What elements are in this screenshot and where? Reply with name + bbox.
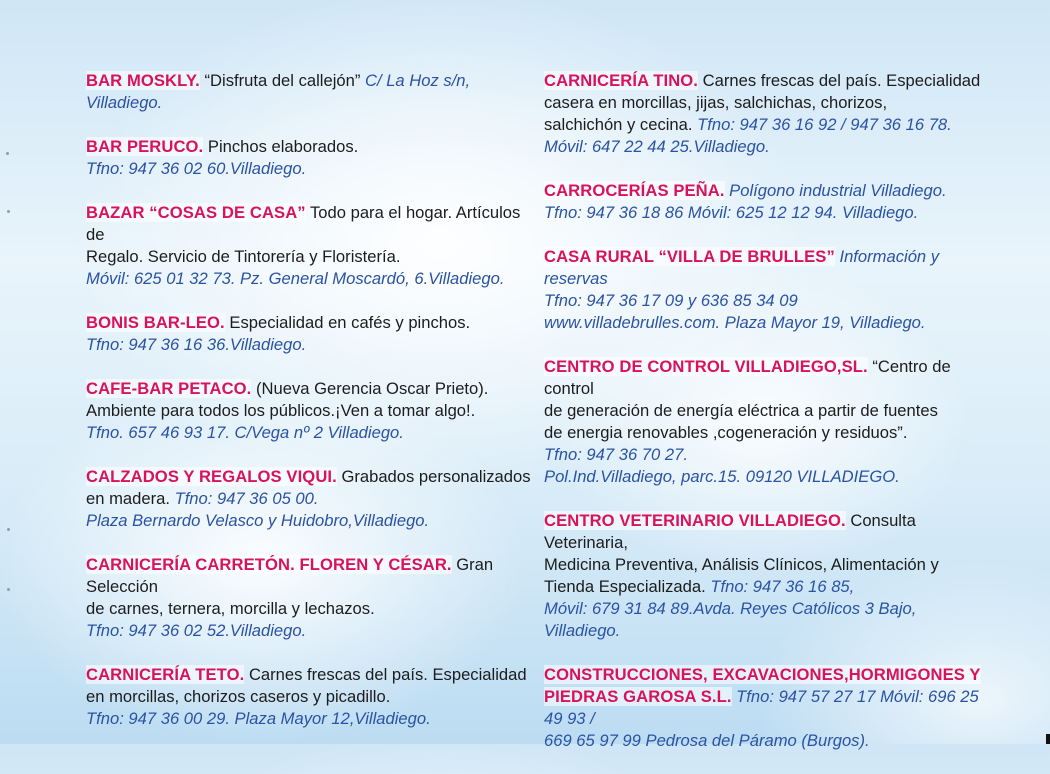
listing-line xyxy=(86,268,536,290)
business-name: BAR MOSKLY. xyxy=(86,71,200,90)
business-contact: Tfno: 947 36 70 27. xyxy=(544,445,688,464)
listing-line xyxy=(544,730,994,752)
listing-line xyxy=(86,158,536,180)
business-listing xyxy=(544,180,994,224)
listing-line xyxy=(86,92,536,114)
business-name: CARNICERÍA TINO. xyxy=(544,71,699,90)
listing-line xyxy=(86,510,536,532)
listing-line xyxy=(544,598,994,620)
business-name: CENTRO DE CONTROL VILLADIEGO,SL. xyxy=(544,357,868,376)
business-description: en madera. xyxy=(86,489,175,508)
scan-edge-mark xyxy=(1046,734,1050,744)
business-contact: Villadiego. xyxy=(544,621,621,640)
listing-line xyxy=(544,356,994,400)
listing-line xyxy=(86,70,536,92)
listing-line xyxy=(86,400,536,422)
listing-line xyxy=(544,466,994,488)
listing-line xyxy=(544,70,994,92)
business-description: de generación de energía eléctrica a partir de fuentes xyxy=(544,401,938,420)
listing-line xyxy=(86,202,536,246)
listing-line xyxy=(544,510,994,554)
business-description: Gran Selección xyxy=(86,555,494,596)
business-contact: Tfno: 947 36 00 29. Plaza Mayor 12,Villadiego. xyxy=(86,709,431,728)
listing-line xyxy=(544,664,994,730)
listing-line xyxy=(86,334,536,356)
listing-line xyxy=(86,378,536,400)
listing-line xyxy=(544,554,994,576)
business-name: CARNICERÍA TETO. xyxy=(86,665,245,684)
business-contact: Pol.Ind.Villadiego, parc.15. 09120 VILLADIEGO. xyxy=(544,467,900,486)
listing-line xyxy=(86,686,536,708)
listing-line xyxy=(86,708,536,730)
scan-speck xyxy=(7,210,10,213)
business-listing xyxy=(544,356,994,488)
business-description: (Nueva Gerencia Oscar Prieto). xyxy=(251,379,489,398)
business-name: CASA RURAL “VILLA DE BRULLES” xyxy=(544,247,835,266)
scan-speck xyxy=(7,588,10,591)
listing-line xyxy=(544,180,994,202)
business-listing xyxy=(544,246,994,334)
listing-line xyxy=(86,312,536,334)
business-description: “Disfruta del callejón” xyxy=(199,71,365,90)
business-contact: Tfno: 947 36 17 09 y 636 85 34 09 xyxy=(544,291,798,310)
listing-line xyxy=(544,290,994,312)
listing-line xyxy=(86,620,536,642)
business-description: Todo para el hogar. Artículos de xyxy=(86,203,521,244)
business-description: Grabados personalizados xyxy=(336,467,531,486)
business-contact: Villadiego. xyxy=(86,93,163,112)
business-description: Pinchos elaborados. xyxy=(203,137,359,156)
business-contact: 669 65 97 99 Pedrosa del Páramo (Burgos). xyxy=(544,731,870,750)
business-listing xyxy=(86,312,536,356)
business-contact: Tfno: 947 36 05 00. xyxy=(174,489,319,508)
listing-line xyxy=(544,312,994,334)
business-contact: Tfno. 657 46 93 17. C/Vega nº 2 Villadiego. xyxy=(86,423,404,442)
business-description: Medicina Preventiva, Análisis Clínicos, Alimentación y xyxy=(544,555,939,574)
listing-line xyxy=(544,444,994,466)
business-contact: Plaza Bernardo Velasco y Huidobro,Villadiego. xyxy=(86,511,430,530)
scan-speck xyxy=(6,152,9,155)
business-name: BAR PERUCO. xyxy=(86,137,204,156)
business-name: CALZADOS Y REGALOS VIQUI. xyxy=(86,467,337,486)
listing-line xyxy=(544,246,994,290)
listing-line xyxy=(544,620,994,642)
business-description: Tienda Especializada. xyxy=(544,577,711,596)
business-description: Especialidad en cafés y pinchos. xyxy=(224,313,471,332)
business-description: Regalo. Servicio de Tintorería y Floristería. xyxy=(86,247,401,266)
business-description: Consulta Veterinaria, xyxy=(544,511,916,552)
listing-line xyxy=(544,136,994,158)
business-listing xyxy=(86,554,536,642)
business-contact: Información y reservas xyxy=(544,247,940,288)
business-description: casera en morcillas, jijas, salchichas, chorizos, xyxy=(544,93,888,112)
listing-line xyxy=(86,664,536,686)
business-contact: Tfno: 947 36 16 36.Villadiego. xyxy=(86,335,307,354)
business-name: BAZAR “COSAS DE CASA” xyxy=(86,203,306,222)
listing-line xyxy=(544,202,994,224)
business-name: CENTRO VETERINARIO VILLADIEGO. xyxy=(544,511,846,530)
listing-line xyxy=(86,598,536,620)
business-contact: Polígono industrial Villadiego. xyxy=(724,181,947,200)
scan-speck xyxy=(7,528,10,531)
business-listing xyxy=(544,510,994,642)
business-contact: Tfno: 947 57 27 17 Móvil: 696 25 49 93 / xyxy=(544,687,979,728)
left-directory-column xyxy=(86,70,536,752)
listing-line xyxy=(86,136,536,158)
business-listing xyxy=(86,664,536,730)
business-name: CARNICERÍA CARRETÓN. FLOREN Y CÉSAR. xyxy=(86,555,452,574)
business-description: de energia renovables ,cogeneración y residuos”. xyxy=(544,423,908,442)
business-listing xyxy=(86,136,536,180)
business-contact: Móvil: 625 01 32 73. Pz. General Moscardó, 6.Villadiego. xyxy=(86,269,505,288)
business-description: Carnes frescas del país. Especialidad xyxy=(244,665,527,684)
business-contact: www.villadebrulles.com. Plaza Mayor 19, Villadiego. xyxy=(544,313,926,332)
business-description: Ambiente para todos los públicos.¡Ven a tomar algo!. xyxy=(86,401,476,420)
business-listing xyxy=(86,466,536,532)
business-description: de carnes, ternera, morcilla y lechazos. xyxy=(86,599,375,618)
business-name: CAFE-BAR PETACO. xyxy=(86,379,252,398)
business-contact: Tfno: 947 36 02 52.Villadiego. xyxy=(86,621,307,640)
listing-line xyxy=(544,400,994,422)
business-listing xyxy=(86,70,536,114)
business-name: CARROCERÍAS PEÑA. xyxy=(544,181,725,200)
listing-line xyxy=(544,576,994,598)
business-contact: Tfno: 947 36 02 60.Villadiego. xyxy=(86,159,307,178)
business-listing xyxy=(86,378,536,444)
business-listing xyxy=(544,664,994,752)
business-name: BONIS BAR-LEO. xyxy=(86,313,225,332)
business-listing xyxy=(544,70,994,158)
business-listing xyxy=(86,202,536,290)
business-description: en morcillas, chorizos caseros y picadillo. xyxy=(86,687,391,706)
listing-line xyxy=(86,488,536,510)
listing-line xyxy=(86,246,536,268)
listing-line xyxy=(544,422,994,444)
business-contact: C/ La Hoz s/n, xyxy=(365,71,471,90)
listing-line xyxy=(544,114,994,136)
business-name: CONSTRUCCIONES, EXCAVACIONES,HORMIGONES Y PIEDRAS GAROSA S.L. xyxy=(544,665,981,706)
business-contact: Tfno: 947 36 16 85, xyxy=(710,577,855,596)
business-description: “Centro de control xyxy=(544,357,951,398)
business-description: salchichón y cecina. xyxy=(544,115,698,134)
business-contact: Móvil: 647 22 44 25.Villadiego. xyxy=(544,137,770,156)
listing-line xyxy=(544,92,994,114)
business-contact: Tfno: 947 36 16 92 / 947 36 16 78. xyxy=(697,115,952,134)
listing-line xyxy=(86,466,536,488)
business-contact: Tfno: 947 36 18 86 Móvil: 625 12 12 94. Villadiego. xyxy=(544,203,919,222)
listing-line xyxy=(86,554,536,598)
business-contact: Móvil: 679 31 84 89.Avda. Reyes Católicos 3 Bajo, xyxy=(544,599,917,618)
right-directory-column xyxy=(544,70,994,774)
business-description: Carnes frescas del país. Especialidad xyxy=(698,71,981,90)
listing-line xyxy=(86,422,536,444)
